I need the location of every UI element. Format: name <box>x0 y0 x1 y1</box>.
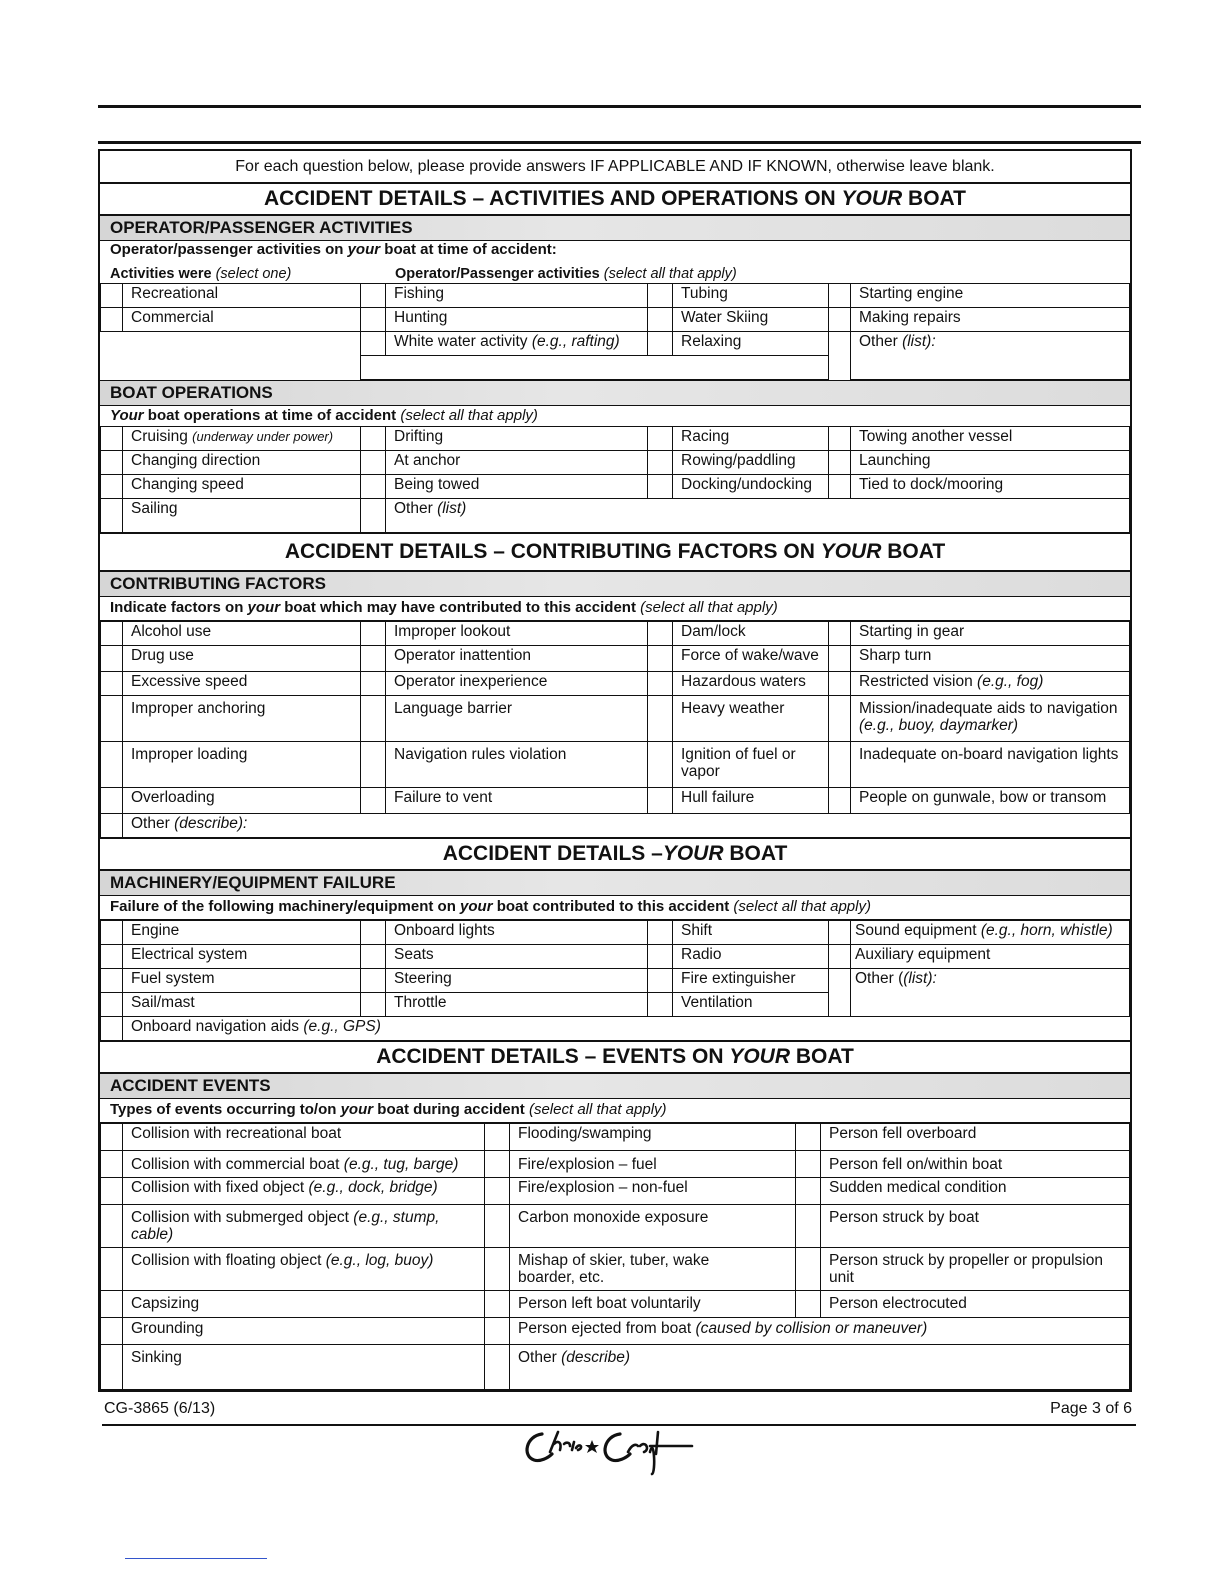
checkbox-sound[interactable] <box>829 921 851 945</box>
events-table <box>100 1123 1130 1390</box>
opt-fishing: Fishing <box>386 284 648 308</box>
checkbox-vent[interactable] <box>361 788 386 814</box>
checkbox-sinking[interactable] <box>101 1345 123 1390</box>
checkbox-other-activity[interactable] <box>829 332 851 356</box>
checkbox-fell-within[interactable] <box>796 1151 821 1178</box>
opt-hunting: Hunting <box>386 308 648 332</box>
hint: (caused by collision or maneuver) <box>695 1320 928 1337</box>
opt-mishap: Mishap of skier, tuber, wake boarder, etc. <box>510 1248 796 1291</box>
checkbox-hazardous[interactable] <box>648 672 673 696</box>
checkbox-grounding[interactable] <box>101 1318 123 1345</box>
opt-starting-engine: Starting engine <box>851 284 1130 308</box>
opt-alcohol: Alcohol use <box>123 622 361 646</box>
page-number: Page 3 of 6 <box>1050 1400 1132 1417</box>
equipment-question <box>100 896 1130 920</box>
equipment-table <box>100 920 1130 1041</box>
checkbox-white-water[interactable] <box>361 332 386 356</box>
checkbox-nav-aids[interactable] <box>101 1017 123 1041</box>
opt-white-water <box>386 332 648 356</box>
label: Other <box>859 333 898 350</box>
events-question <box>100 1099 1130 1123</box>
checkbox-mishap[interactable] <box>485 1248 510 1291</box>
checkbox-anchoring[interactable] <box>101 696 123 742</box>
opt-inexperience: Operator inexperience <box>386 672 648 696</box>
opt-relaxing: Relaxing <box>673 332 829 356</box>
checkbox-col-floating[interactable] <box>101 1248 123 1291</box>
opt-starting-gear: Starting in gear <box>851 622 1130 646</box>
opt-dam: Dam/lock <box>673 622 829 646</box>
hint: (e.g., dock, bridge) <box>308 1179 438 1196</box>
label: Person ejected from boat <box>518 1320 692 1337</box>
opt-col-commercial <box>123 1151 485 1178</box>
hint: (e.g., log, buoy) <box>325 1252 434 1269</box>
opt-anchoring: Improper anchoring <box>123 696 361 742</box>
hint: (list) <box>437 500 467 517</box>
checkbox-rowing[interactable] <box>648 451 673 475</box>
q-text-end: boat which may have contributed to this accident <box>280 599 636 616</box>
opt-radio: Radio <box>673 945 829 969</box>
opt-grounding: Grounding <box>123 1318 485 1345</box>
opt-col-floating <box>123 1248 485 1291</box>
checkbox-relaxing[interactable] <box>648 332 673 356</box>
checkbox-engine[interactable] <box>101 921 123 945</box>
opt-other-activity[interactable] <box>851 332 1130 380</box>
opt-aids <box>851 696 1130 742</box>
title-text-end: BOAT <box>790 1045 854 1068</box>
checkbox-other-event[interactable] <box>485 1345 510 1390</box>
opt-vent: Failure to vent <box>386 788 648 814</box>
opt-fuel-system: Fuel system <box>123 969 361 993</box>
blank-cell <box>101 332 361 380</box>
checkbox-inattention[interactable] <box>361 646 386 672</box>
contributing-question <box>100 597 1130 621</box>
opt-extinguisher: Fire extinguisher <box>673 969 829 993</box>
checkbox-hull[interactable] <box>648 788 673 814</box>
opt-changing-direction: Changing direction <box>123 451 361 475</box>
section-events-title <box>100 1041 1130 1074</box>
checkbox-steering[interactable] <box>361 969 386 993</box>
hint: (select one) <box>215 266 292 282</box>
instructions: For each question below, please provide answers IF APPLICABLE AND IF KNOWN, otherwise leave blank. <box>100 151 1130 184</box>
opt-changing-speed: Changing speed <box>123 475 361 499</box>
events-heading: ACCIDENT EVENTS <box>100 1074 1130 1099</box>
opt-docking: Docking/undocking <box>673 475 829 499</box>
checkbox-struck-propeller[interactable] <box>796 1248 821 1291</box>
operations-table <box>100 426 1130 533</box>
opt-electrical: Electrical system <box>123 945 361 969</box>
opt-fell-within: Person fell on/within boat <box>821 1151 1130 1178</box>
checkbox-onboard-lights[interactable] <box>361 921 386 945</box>
opt-sail-mast: Sail/mast <box>123 993 361 1017</box>
opt-launching: Launching <box>851 451 1130 475</box>
opt-steering: Steering <box>386 969 648 993</box>
opt-other-equipment[interactable]: Other ((list): <box>851 969 1130 1017</box>
title-text: ACCIDENT DETAILS – <box>442 842 663 865</box>
accident-form <box>98 149 1132 1392</box>
checkbox-throttle[interactable] <box>361 993 386 1017</box>
section-equipment-title <box>100 838 1130 871</box>
checkbox-gunwale[interactable] <box>829 788 851 814</box>
opt-struck-propeller: Person struck by propeller or propulsion unit <box>821 1248 1130 1291</box>
opt-tied-to-dock: Tied to dock/mooring <box>851 475 1130 499</box>
opt-at-anchor: At anchor <box>386 451 648 475</box>
opt-ventilation: Ventilation <box>673 993 829 1017</box>
top-rule-2 <box>98 141 1141 144</box>
opt-vision <box>851 672 1130 696</box>
checkbox-fire-fuel[interactable] <box>485 1151 510 1178</box>
checkbox-other-equipment[interactable] <box>829 969 851 1017</box>
checkbox-speed[interactable] <box>101 672 123 696</box>
label: White water activity <box>394 333 528 350</box>
checkbox-shift[interactable] <box>648 921 673 945</box>
opt-weather: Heavy weather <box>673 696 829 742</box>
opt-throttle: Throttle <box>386 993 648 1017</box>
chris-craft-logo <box>520 1426 695 1476</box>
opt-nav-rules: Navigation rules violation <box>386 742 648 788</box>
opt-making-repairs: Making repairs <box>851 308 1130 332</box>
opt-capsizing: Capsizing <box>123 1291 485 1318</box>
hint: (select all that apply) <box>733 898 871 915</box>
title-text: ACCIDENT DETAILS – ACTIVITIES AND OPERATIONS ON <box>264 187 842 210</box>
checkbox-tied-to-dock[interactable] <box>829 475 851 499</box>
title-text-end: BOAT <box>902 187 966 210</box>
q-text: Operator/passenger activities on <box>110 241 348 258</box>
hint: (list): <box>902 333 936 350</box>
opt-col-recreational: Collision with recreational boat <box>123 1124 485 1151</box>
checkbox-col-submerged[interactable] <box>101 1205 123 1248</box>
equipment-heading: MACHINERY/EQUIPMENT FAILURE <box>100 871 1130 896</box>
checkbox-wake[interactable] <box>648 646 673 672</box>
checkbox-ejected[interactable] <box>485 1318 510 1345</box>
contributing-heading: CONTRIBUTING FACTORS <box>100 572 1130 597</box>
title-emphasis: YOUR <box>841 187 903 210</box>
opt-cruising <box>123 427 361 451</box>
q-em: your <box>247 599 281 616</box>
checkbox-electrical[interactable] <box>101 945 123 969</box>
opt-fell-overboard: Person fell overboard <box>821 1124 1130 1151</box>
checkbox-overloading[interactable] <box>101 788 123 814</box>
logo-star <box>585 1440 599 1453</box>
title-emphasis: YOUR <box>662 842 724 865</box>
checkbox-carbon-monoxide[interactable] <box>485 1205 510 1248</box>
q-em: your <box>347 241 381 258</box>
label: Other <box>131 815 170 832</box>
label: Activities were <box>110 266 212 282</box>
checkbox-starting-gear[interactable] <box>829 622 851 646</box>
title-emphasis: YOUR <box>820 540 882 563</box>
checkbox-auxiliary[interactable] <box>829 945 851 969</box>
opt-drifting: Drifting <box>386 427 648 451</box>
opt-towing: Towing another vessel <box>851 427 1130 451</box>
opt-hazardous: Hazardous waters <box>673 672 829 696</box>
opt-drug: Drug use <box>123 646 361 672</box>
checkbox-nav-rules[interactable] <box>361 742 386 788</box>
activities-heading: OPERATOR/PASSENGER ACTIVITIES <box>100 216 1130 241</box>
activities-label-select-all <box>395 266 737 282</box>
opt-speed: Excessive speed <box>123 672 361 696</box>
checkbox-at-anchor[interactable] <box>361 451 386 475</box>
opt-tubing: Tubing <box>673 284 829 308</box>
label: Operator/Passenger activities <box>395 266 600 282</box>
activities-question <box>100 241 1130 261</box>
checkbox-col-commercial[interactable] <box>101 1151 123 1178</box>
q-text: Types of events occurring to/on <box>110 1101 341 1118</box>
opt-wake: Force of wake/wave <box>673 646 829 672</box>
opt-sinking: Sinking <box>123 1345 485 1390</box>
bottom-link-underline <box>125 1558 267 1559</box>
checkbox-other-factor[interactable] <box>101 814 123 838</box>
checkbox-col-fixed[interactable] <box>101 1178 123 1205</box>
checkbox-tubing[interactable] <box>648 284 673 308</box>
checkbox-cruising[interactable] <box>101 427 123 451</box>
checkbox-nav-lights[interactable] <box>829 742 851 788</box>
hint: (e.g., buoy, daymarker) <box>859 717 1019 734</box>
opt-struck-boat: Person struck by boat <box>821 1205 1130 1248</box>
hint: (e.g., tug, barge) <box>343 1156 459 1173</box>
label: Sound equipment <box>855 922 977 939</box>
opt-lookout: Improper lookout <box>386 622 648 646</box>
opt-inattention: Operator inattention <box>386 646 648 672</box>
hint: (e.g., rafting) <box>531 333 620 350</box>
checkbox-fire-nonfuel[interactable] <box>485 1178 510 1205</box>
title-text: ACCIDENT DETAILS – EVENTS ON <box>376 1045 730 1068</box>
opt-nav-lights: Inadequate on-board navigation lights <box>851 742 1130 788</box>
opt-shift: Shift <box>673 921 829 945</box>
checkbox-drug[interactable] <box>101 646 123 672</box>
opt-racing: Racing <box>673 427 829 451</box>
opt-onboard-lights: Onboard lights <box>386 921 648 945</box>
checkbox-launching[interactable] <box>829 451 851 475</box>
checkbox-inexperience[interactable] <box>361 672 386 696</box>
opt-nav-aids <box>123 1017 1130 1041</box>
checkbox-changing-direction[interactable] <box>101 451 123 475</box>
opt-ignition: Ignition of fuel or vapor <box>673 742 829 788</box>
hint: (e.g., fog) <box>977 673 1044 690</box>
checkbox-ventilation[interactable] <box>648 993 673 1017</box>
opt-other-factor[interactable] <box>123 814 1130 838</box>
opt-loading: Improper loading <box>123 742 361 788</box>
checkbox-seats[interactable] <box>361 945 386 969</box>
label: Collision with fixed object <box>131 1179 305 1196</box>
q-text: Failure of the following machinery/equipment on <box>110 898 461 915</box>
opt-commercial: Commercial <box>123 308 361 332</box>
checkbox-flooding[interactable] <box>485 1124 510 1151</box>
checkbox-struck-boat[interactable] <box>796 1205 821 1248</box>
opt-water-skiing: Water Skiing <box>673 308 829 332</box>
opt-carbon-monoxide: Carbon monoxide exposure <box>510 1205 796 1248</box>
q-text-end: boat at time of accident: <box>380 241 557 258</box>
form-id: CG-3865 (6/13) <box>104 1400 216 1417</box>
checkbox-col-recreational[interactable] <box>101 1124 123 1151</box>
checkbox-fuel-system[interactable] <box>101 969 123 993</box>
checkbox-dam[interactable] <box>648 622 673 646</box>
hint: (list): <box>903 970 937 987</box>
hint: (select all that apply) <box>603 266 737 282</box>
checkbox-vision[interactable] <box>829 672 851 696</box>
checkbox-alcohol[interactable] <box>101 622 123 646</box>
opt-overloading: Overloading <box>123 788 361 814</box>
opt-hull: Hull failure <box>673 788 829 814</box>
checkbox-other-operation[interactable] <box>361 499 386 533</box>
label: Onboard navigation aids <box>131 1018 300 1035</box>
checkbox-being-towed[interactable] <box>361 475 386 499</box>
section-contributing-title <box>100 533 1130 572</box>
checkbox-medical[interactable] <box>796 1178 821 1205</box>
hint: (describe) <box>561 1349 630 1366</box>
hint: (e.g., horn, whistle) <box>980 922 1113 939</box>
activities-table <box>100 283 1130 380</box>
checkbox-water-skiing[interactable] <box>648 308 673 332</box>
checkbox-left-voluntarily[interactable] <box>485 1291 510 1318</box>
checkbox-language[interactable] <box>361 696 386 742</box>
operations-heading: BOAT OPERATIONS <box>100 380 1130 406</box>
q-text-end: boat contributed to this accident <box>492 898 730 915</box>
operations-question <box>100 406 1130 426</box>
checkbox-electrocuted[interactable] <box>796 1291 821 1318</box>
title-text-end: BOAT <box>723 842 788 865</box>
checkbox-ignition[interactable] <box>648 742 673 788</box>
opt-fire-fuel: Fire/explosion – fuel <box>510 1151 796 1178</box>
checkbox-starting-engine[interactable] <box>829 284 851 308</box>
checkbox-sailing[interactable] <box>101 499 123 533</box>
hint: (select all that apply) <box>528 1101 667 1118</box>
checkbox-racing[interactable] <box>648 427 673 451</box>
logo-stroke-raft <box>628 1432 692 1474</box>
hint: (select all that apply) <box>400 407 538 424</box>
opt-being-towed: Being towed <box>386 475 648 499</box>
checkbox-radio[interactable] <box>648 945 673 969</box>
opt-medical: Sudden medical condition <box>821 1178 1130 1205</box>
opt-sailing: Sailing <box>123 499 361 533</box>
checkbox-commercial[interactable] <box>101 308 123 332</box>
checkbox-drifting[interactable] <box>361 427 386 451</box>
opt-language: Language barrier <box>386 696 648 742</box>
checkbox-fell-overboard[interactable] <box>796 1124 821 1151</box>
opt-left-voluntarily: Person left boat voluntarily <box>510 1291 796 1318</box>
activities-label-select-one <box>110 266 291 282</box>
label: Other <box>518 1349 557 1366</box>
logo-stroke-hris <box>550 1432 581 1452</box>
checkbox-weather[interactable] <box>648 696 673 742</box>
opt-col-fixed <box>123 1178 485 1205</box>
checkbox-making-repairs[interactable] <box>829 308 851 332</box>
hint: (select all that apply) <box>640 599 778 616</box>
opt-electrocuted: Person electrocuted <box>821 1291 1130 1318</box>
opt-col-submerged <box>123 1205 485 1248</box>
label: Other <box>855 970 894 987</box>
activities-labels <box>100 261 1130 283</box>
label: Other <box>394 500 433 517</box>
q-text: Indicate factors on <box>110 599 248 616</box>
q-em: Your <box>110 407 144 424</box>
logo-stroke-c1 <box>527 1434 552 1461</box>
label: Restricted vision <box>859 673 973 690</box>
checkbox-fishing[interactable] <box>361 284 386 308</box>
checkbox-sail-mast[interactable] <box>101 993 123 1017</box>
opt-other-event[interactable] <box>510 1345 1130 1390</box>
title-text-end: BOAT <box>881 540 946 563</box>
checkbox-changing-speed[interactable] <box>101 475 123 499</box>
checkbox-capsizing[interactable] <box>101 1291 123 1318</box>
blank-cell-2 <box>829 356 851 380</box>
hint: (describe): <box>174 815 248 832</box>
hint: (e.g., GPS) <box>303 1018 381 1035</box>
checkbox-loading[interactable] <box>101 742 123 788</box>
label: Cruising <box>131 428 188 445</box>
opt-sharp-turn: Sharp turn <box>851 646 1130 672</box>
label: Collision with floating object <box>131 1252 322 1269</box>
opt-sound <box>851 921 1130 945</box>
checkbox-docking[interactable] <box>648 475 673 499</box>
q-text: boat operations at time of accident <box>143 407 397 424</box>
opt-rowing: Rowing/paddling <box>673 451 829 475</box>
top-rule <box>98 105 1141 108</box>
label: Collision with submerged object <box>131 1209 349 1226</box>
checkbox-hunting[interactable] <box>361 308 386 332</box>
opt-flooding: Flooding/swamping <box>510 1124 796 1151</box>
opt-ejected <box>510 1318 1130 1345</box>
title-text: ACCIDENT DETAILS – CONTRIBUTING FACTORS ON <box>284 540 821 563</box>
checkbox-recreational[interactable] <box>101 284 123 308</box>
label: Collision with commercial boat <box>131 1156 340 1173</box>
label: Mission/inadequate aids to navigation <box>859 700 1118 717</box>
hint: (underway under power) <box>192 429 334 444</box>
section-activities-title <box>100 184 1130 216</box>
opt-engine: Engine <box>123 921 361 945</box>
opt-auxiliary: Auxiliary equipment <box>851 945 1130 969</box>
opt-gunwale: People on gunwale, bow or transom <box>851 788 1130 814</box>
checkbox-lookout[interactable] <box>361 622 386 646</box>
logo-stroke-c2 <box>605 1434 630 1461</box>
q-text-end: boat during accident <box>373 1101 525 1118</box>
contributing-table <box>100 621 1130 838</box>
checkbox-towing[interactable] <box>829 427 851 451</box>
title-emphasis: YOUR <box>729 1045 791 1068</box>
opt-seats: Seats <box>386 945 648 969</box>
checkbox-extinguisher[interactable] <box>648 969 673 993</box>
q-em: your <box>460 898 493 915</box>
activities-other-line[interactable] <box>361 356 829 380</box>
hint: (e.g., stump, cable) <box>131 1209 440 1243</box>
q-em: your <box>340 1101 374 1118</box>
opt-recreational: Recreational <box>123 284 361 308</box>
checkbox-sharp-turn[interactable] <box>829 646 851 672</box>
opt-other-operation[interactable] <box>386 499 1130 533</box>
opt-fire-nonfuel: Fire/explosion – non-fuel <box>510 1178 796 1205</box>
checkbox-aids[interactable] <box>829 696 851 742</box>
